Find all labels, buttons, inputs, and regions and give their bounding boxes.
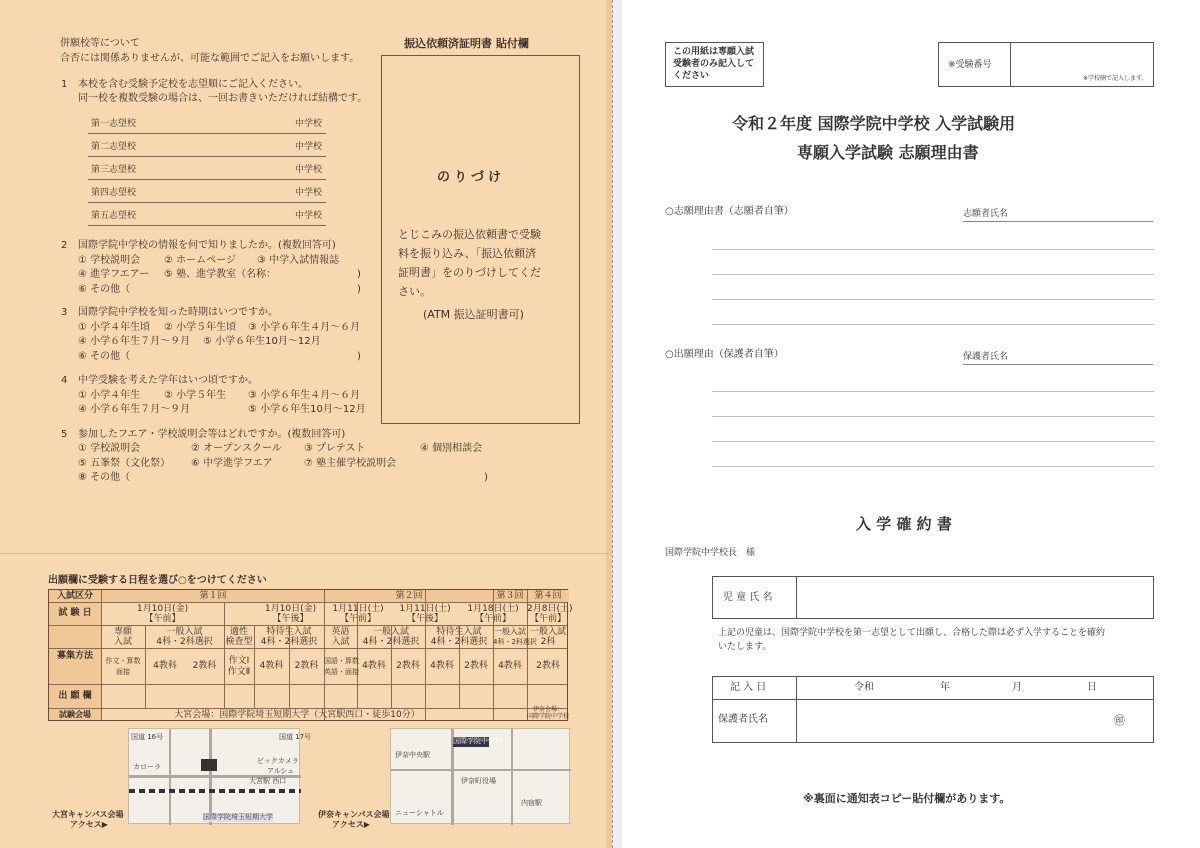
round-label: 第４回: [534, 591, 562, 601]
subject: 2教科: [464, 661, 488, 671]
subject: 2教科: [192, 661, 217, 671]
session: 【午前】: [339, 614, 376, 624]
writing-line[interactable]: [712, 441, 1154, 442]
date: 1月10日(金): [136, 604, 189, 614]
row-line: [49, 602, 567, 603]
option[interactable]: ③ 小学６年生４月～６月: [248, 390, 361, 401]
row-label: 出 願 欄: [58, 691, 92, 701]
section1-label: ○志願理由書（志願者自筆）: [665, 206, 794, 217]
subject: 4教科: [153, 661, 177, 671]
fold-line: [0, 553, 612, 554]
section2-name-label: 保護者氏名: [963, 352, 1009, 362]
option[interactable]: ④ 小学６年生７月～９月: [78, 404, 191, 415]
option[interactable]: ⑤ 小学６年生10月～12月: [248, 404, 366, 415]
schedule-table: [48, 589, 573, 721]
right-page: [622, 0, 1200, 848]
q3-number: 3: [61, 307, 68, 318]
subject: 4教科: [362, 661, 386, 671]
q4-number: 4: [61, 375, 68, 386]
method: 一般入試: [372, 627, 409, 637]
subject: 面接: [116, 668, 130, 676]
option[interactable]: ③ 中学入試情報誌: [257, 255, 340, 266]
method: 入試: [113, 637, 132, 647]
row-line: [49, 625, 567, 626]
map-tag: ニューシャトル: [395, 809, 444, 817]
option[interactable]: ⑤ 小学６年生10月～12月: [203, 336, 321, 347]
choice-line[interactable]: [88, 179, 326, 180]
q5-text: 参加したフエア・学校説明会等はどれですか。(複数回答可): [78, 429, 346, 440]
section-title: 併願校等について: [60, 38, 140, 49]
subject: 4教科: [259, 661, 284, 671]
paren: ): [357, 284, 361, 295]
subject: 4教科: [430, 661, 454, 671]
option[interactable]: ⑥ 中学進学フエア: [191, 458, 273, 469]
pledge-title: 入 学 確 約 書: [856, 515, 952, 533]
date-era: 令和: [854, 682, 874, 693]
ina-map[interactable]: [390, 728, 570, 824]
footer-note: ※裏面に通知表コピー貼付欄があります。: [803, 792, 1011, 805]
map-tag: ビックカメラ: [257, 757, 299, 765]
section2-label: ○出願理由（保護者自筆）: [665, 349, 784, 360]
session: 【午後】: [406, 614, 443, 624]
option[interactable]: ① 小学４年生頃: [78, 322, 151, 333]
q1-text2: 同一校を複数受験の場合は、一回お書きいただければ結構です。: [78, 93, 368, 104]
map-tag: カローラ: [133, 763, 161, 771]
method: 英語: [331, 627, 350, 637]
name-line[interactable]: [963, 364, 1153, 365]
option[interactable]: ④ 小学６年生７月～９月: [78, 336, 191, 347]
option[interactable]: ⑥ その他（: [78, 351, 131, 362]
q1-number: 1: [61, 79, 68, 90]
exam-number-label: ※受験番号: [948, 60, 992, 70]
date-day-unit: 日: [1087, 682, 1097, 693]
choice-suffix: 中学校: [295, 211, 323, 221]
subject: 作文・算数: [105, 657, 141, 665]
choice-suffix: 中学校: [295, 119, 323, 129]
map-school-marker: [201, 759, 217, 771]
option[interactable]: ① 学校説明会: [78, 255, 141, 266]
omiya-map[interactable]: [128, 728, 312, 824]
q1-text: 本校を含む受験予定校を志望順にご記入ください。: [78, 79, 308, 90]
paren: ): [357, 351, 361, 362]
choice-line[interactable]: [88, 202, 326, 203]
option[interactable]: ⑦ 塾主催学校説明会: [304, 458, 397, 469]
writing-line[interactable]: [712, 274, 1154, 275]
q2-number: 2: [61, 240, 68, 251]
exam-number-note: ※学校側で記入します。: [1083, 75, 1148, 82]
option[interactable]: ② 小学５年生頃: [164, 322, 237, 333]
map-road: [511, 729, 513, 825]
option[interactable]: ⑤ 塾、進学教室（名称：: [164, 269, 277, 280]
option[interactable]: ② オープンスクール: [191, 443, 282, 454]
venue-main: 大宮会場：国際学院埼玉短期大学（大宮駅西口・徒歩10分）: [174, 710, 420, 720]
pledge-text: 上記の児童は、国際学院中学校を第一志望として出願し、合格した際は必ず入学することを確約: [718, 628, 1106, 638]
option[interactable]: ② ホームページ: [164, 255, 236, 266]
choice-label: 第五志望校: [91, 211, 137, 221]
paste-body: とじこみの振込依頼書で受験: [398, 228, 541, 241]
form-subtitle: 専願入学試験 志願理由書: [797, 143, 979, 162]
choice-label: 第四志望校: [91, 188, 137, 198]
method: 検査型: [225, 637, 253, 647]
paste-title: のりづけ: [437, 170, 506, 185]
map-tag: 内宿駅: [521, 799, 542, 807]
notice-text: この用紙は専願入試: [673, 47, 755, 57]
writing-line[interactable]: [712, 249, 1154, 250]
guardian-label: 保護者氏名: [718, 714, 768, 725]
date-month-unit: 月: [1012, 682, 1022, 693]
writing-line[interactable]: [712, 299, 1154, 300]
map-access[interactable]: アクセス▶: [70, 820, 108, 829]
map-label: 伊奈キャンパス会場: [318, 810, 390, 819]
addressee: 国際学院中学校長 様: [665, 548, 756, 558]
date: 1月11日(土): [399, 604, 451, 614]
choice-suffix: 中学校: [295, 188, 323, 198]
date: 1月10日(金): [264, 604, 317, 614]
paren: ): [484, 472, 488, 483]
choice-line[interactable]: [88, 133, 326, 134]
paste-header: 振込依頼済証明書 貼付欄: [404, 37, 529, 50]
method: 適性: [229, 627, 248, 637]
option[interactable]: ④ 個別相談会: [420, 443, 483, 454]
paste-note: (ATM 振込証明書可): [423, 308, 524, 321]
method: 4科・2科選択: [362, 637, 420, 647]
method: 4科・2科選択: [156, 637, 213, 647]
form-title: 令和２年度 国際学院中学校 入学試験用: [732, 114, 1016, 133]
choice-label: 第三志望校: [91, 165, 137, 175]
option[interactable]: ③ プレテスト: [304, 443, 366, 454]
subject: 2教科: [536, 661, 560, 671]
map-tag: 国際学院中学校: [453, 737, 502, 745]
q4-text: 中学受験を考えた学年はいつ頃ですか。: [78, 375, 258, 386]
map-road: [391, 769, 571, 771]
subject: 4教科: [498, 661, 522, 671]
writing-line[interactable]: [712, 416, 1154, 417]
method: 一般入試: [494, 627, 526, 636]
date: 1月18日(土): [467, 604, 519, 614]
row-label: 試験会場: [59, 710, 91, 719]
round-label: 第３回: [496, 591, 524, 601]
row-label: 募集方法: [56, 651, 93, 661]
seal-icon: ㊞: [1114, 714, 1125, 727]
venue-alt: 国際学院中学校: [527, 713, 570, 720]
paste-body: 証明書」をのりづけしてくだ: [398, 266, 541, 279]
choice-line[interactable]: [88, 156, 326, 157]
row-line: [49, 648, 567, 649]
row-label: 入試区分: [56, 591, 93, 601]
paren: ): [357, 269, 361, 280]
map-tag: アルシェ: [267, 767, 295, 775]
map-tag: 伊奈中央駅: [395, 751, 430, 759]
option[interactable]: ① 学校説明会: [78, 443, 141, 454]
session: 【午前】: [474, 614, 511, 624]
choice-suffix: 中学校: [295, 165, 323, 175]
subject: 作文Ⅰ: [228, 656, 250, 666]
subject: 国語・算数: [324, 657, 359, 665]
subject: 2教科: [294, 661, 319, 671]
section-note: 合否には関係ありませんが、可能な範囲でご記入をお願いします。: [60, 53, 360, 64]
map-road: [209, 729, 212, 825]
notice-text: 受験者のみ記入して: [673, 59, 755, 69]
session: 【午前】: [144, 614, 181, 624]
row-line: [49, 684, 567, 685]
date-year-unit: 年: [940, 682, 950, 693]
subject: 作文Ⅱ: [227, 667, 251, 677]
paste-body: 料を振り込み、「振込依頼済: [398, 247, 537, 260]
option[interactable]: ① 小学４年生: [78, 390, 141, 401]
child-name-label: 児 童 氏 名: [723, 592, 773, 603]
subject: 2教科: [396, 661, 420, 671]
map-rail: [129, 789, 301, 793]
option[interactable]: ④ 進学フエアー: [78, 269, 150, 280]
option[interactable]: ② 小学５年生: [164, 390, 227, 401]
option[interactable]: ⑤ 五峯祭（文化祭）: [78, 458, 171, 469]
method: 特待生入試: [266, 627, 312, 637]
date-label: 記 入 日: [730, 682, 767, 693]
date: 1月11日(土): [332, 604, 384, 614]
method: 特待生入試: [436, 627, 482, 637]
round-label: 第２回: [395, 591, 423, 601]
session: 【午前】: [529, 614, 566, 624]
section1-name-label: 志願者氏名: [963, 209, 1009, 219]
map-label: 大宮キャンパス会場: [52, 810, 124, 819]
map-access[interactable]: アクセス▶: [332, 820, 370, 829]
subject: 英語・面接: [324, 668, 359, 676]
choice-suffix: 中学校: [295, 142, 323, 152]
writing-line[interactable]: [712, 324, 1154, 325]
method: 入試: [331, 637, 350, 647]
q5-number: 5: [61, 429, 68, 440]
row-divider: [712, 699, 1154, 700]
notice-text: ください: [673, 71, 710, 81]
map-tag: 国際学院埼玉短期大学: [203, 813, 273, 821]
venue-alt: 伊奈会場：: [532, 706, 563, 713]
choice-label: 第一志望校: [91, 119, 137, 129]
page-gutter: [612, 0, 622, 848]
name-line[interactable]: [963, 221, 1153, 222]
option[interactable]: ③ 小学６年生４月～６月: [248, 322, 361, 333]
method: 4科・2科選択: [260, 637, 318, 647]
method: 2科: [540, 637, 556, 647]
method: 一般入試: [529, 627, 566, 637]
pledge-text: いたします。: [718, 642, 772, 652]
writing-line[interactable]: [712, 466, 1154, 467]
map-road: [169, 729, 171, 825]
row-line: [49, 708, 567, 709]
method: 一般入試: [166, 627, 203, 637]
q2-text: 国際学院中学校の情報を何で知りましたか。(複数回答可): [78, 240, 336, 251]
choice-line[interactable]: [88, 225, 326, 226]
paste-body: さい。: [398, 285, 431, 298]
method: 4科・2科選択: [493, 638, 537, 646]
schedule-caption: 出願欄に受験する日程を選び○をつけてください: [48, 575, 267, 586]
map-tag: 伊奈町役場: [461, 777, 496, 785]
round-label: 第１回: [199, 591, 227, 601]
q3-text: 国際学院中学校を知った時期はいつですか。: [78, 307, 278, 318]
option[interactable]: ⑧ その他（: [78, 472, 131, 483]
row-label: 試 験 日: [58, 608, 92, 618]
writing-line[interactable]: [712, 391, 1154, 392]
method: 4科・2科選択: [430, 637, 488, 647]
method: 専願: [113, 627, 132, 637]
map-tag: 国道 16号: [131, 733, 164, 741]
session: 【午後】: [272, 614, 309, 624]
choice-label: 第二志望校: [91, 142, 137, 152]
date: 2月8日(土): [527, 604, 573, 614]
map-tag: 大宮駅 西口: [249, 777, 287, 785]
map-tag: 国道 17号: [279, 733, 312, 741]
option[interactable]: ⑥ その他（: [78, 284, 131, 295]
